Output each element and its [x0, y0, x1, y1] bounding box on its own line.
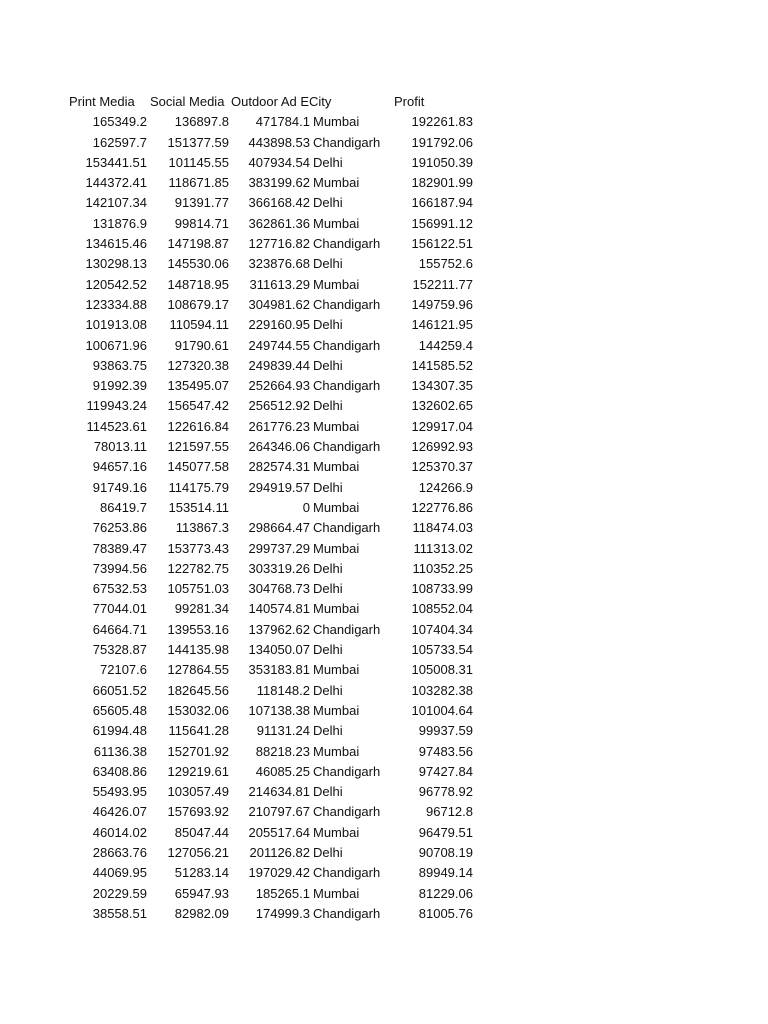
cell-outdoor-ad[interactable]: 46085.25 [255, 763, 310, 779]
cell-print-media[interactable]: 77044.01 [92, 601, 147, 617]
cell-profit[interactable]: 155752.6 [418, 256, 473, 272]
cell-outdoor-ad[interactable]: 443898.53 [248, 134, 310, 150]
cell-print-media[interactable]: 144372.41 [85, 175, 147, 191]
cell-print-media[interactable]: 63408.86 [92, 763, 147, 779]
cell-print-media[interactable]: 119943.24 [86, 398, 147, 414]
cell-outdoor-ad[interactable]: 261776.23 [248, 418, 310, 434]
cell-print-media[interactable]: 142107.34 [85, 195, 147, 211]
cell-print-media[interactable]: 61994.48 [92, 723, 147, 739]
cell-print-media[interactable]: 91749.16 [92, 479, 147, 495]
cell-city[interactable]: Delhi [313, 581, 343, 597]
cell-print-media[interactable]: 67532.53 [92, 581, 147, 597]
cell-outdoor-ad[interactable]: 185265.1 [255, 885, 310, 901]
cell-city[interactable]: Chandigarh [313, 134, 381, 150]
cell-city[interactable]: Chandigarh [313, 378, 381, 394]
cell-print-media[interactable]: 75328.87 [92, 642, 147, 658]
cell-social-media[interactable]: 145530.06 [167, 256, 229, 272]
cell-profit[interactable]: 108552.04 [411, 601, 473, 617]
cell-social-media[interactable]: 99814.71 [174, 215, 229, 231]
cell-profit[interactable]: 132602.65 [411, 398, 473, 414]
cell-social-media[interactable]: 121597.55 [167, 439, 229, 455]
cell-print-media[interactable]: 134615.46 [85, 236, 147, 252]
cell-city[interactable]: Delhi [313, 398, 343, 414]
cell-print-media[interactable]: 73994.56 [92, 560, 147, 576]
cell-profit[interactable]: 96479.51 [418, 824, 473, 840]
cell-print-media[interactable]: 78389.47 [92, 540, 147, 556]
cell-social-media[interactable]: 156547.42 [167, 398, 229, 414]
cell-print-media[interactable]: 123334.88 [85, 296, 147, 312]
cell-outdoor-ad[interactable]: 88218.23 [255, 743, 310, 759]
cell-social-media[interactable]: 135495.07 [167, 378, 229, 394]
cell-city[interactable]: Delhi [313, 844, 343, 860]
cell-print-media[interactable]: 65605.48 [92, 702, 147, 718]
cell-social-media[interactable]: 108679.17 [167, 296, 229, 312]
cell-outdoor-ad[interactable]: 252664.93 [248, 378, 310, 394]
cell-outdoor-ad[interactable]: 282574.31 [248, 459, 310, 475]
cell-print-media[interactable]: 46426.07 [92, 804, 147, 820]
cell-social-media[interactable]: 91790.61 [174, 337, 229, 353]
cell-social-media[interactable]: 182645.56 [167, 682, 229, 698]
cell-social-media[interactable]: 91391.77 [174, 195, 229, 211]
cell-city[interactable]: Delhi [313, 784, 343, 800]
cell-social-media[interactable]: 151377.59 [167, 134, 229, 150]
cell-outdoor-ad[interactable]: 174999.3 [255, 905, 310, 921]
cell-city[interactable]: Chandigarh [313, 804, 381, 820]
cell-outdoor-ad[interactable]: 304981.62 [248, 296, 310, 312]
cell-outdoor-ad[interactable]: 249839.44 [248, 357, 310, 373]
cell-print-media[interactable]: 44069.95 [92, 865, 147, 881]
cell-profit[interactable]: 144259.4 [418, 337, 473, 353]
cell-print-media[interactable]: 72107.6 [100, 662, 147, 678]
cell-print-media[interactable]: 131876.9 [92, 215, 147, 231]
cell-profit[interactable]: 141585.52 [411, 357, 473, 373]
cell-outdoor-ad[interactable]: 311613.29 [249, 276, 310, 292]
cell-outdoor-ad[interactable]: 229160.95 [248, 317, 310, 333]
cell-profit[interactable]: 166187.94 [411, 195, 473, 211]
cell-city[interactable]: Delhi [313, 479, 343, 495]
cell-print-media[interactable]: 153441.51 [85, 154, 147, 170]
cell-print-media[interactable]: 120542.52 [85, 276, 147, 292]
cell-social-media[interactable]: 152701.92 [167, 743, 229, 759]
header-outdoor-ad[interactable]: Outdoor Ad E [231, 94, 310, 109]
cell-social-media[interactable]: 118671.85 [168, 175, 229, 191]
cell-city[interactable]: Delhi [313, 357, 343, 373]
cell-city[interactable]: Mumbai [313, 824, 360, 840]
cell-city[interactable]: Mumbai [313, 175, 360, 191]
header-print-media[interactable]: Print Media [69, 94, 135, 109]
cell-profit[interactable]: 101004.64 [411, 702, 473, 718]
cell-profit[interactable]: 191792.06 [411, 134, 473, 150]
cell-outdoor-ad[interactable]: 210797.67 [248, 804, 310, 820]
cell-outdoor-ad[interactable]: 323876.68 [248, 256, 310, 272]
cell-profit[interactable]: 89949.14 [418, 865, 473, 881]
cell-city[interactable]: Chandigarh [313, 236, 381, 252]
cell-city[interactable]: Chandigarh [313, 621, 381, 637]
cell-outdoor-ad[interactable]: 407934.54 [248, 154, 310, 170]
cell-print-media[interactable]: 78013.11 [93, 439, 147, 455]
cell-profit[interactable]: 192261.83 [411, 114, 473, 130]
cell-profit[interactable]: 90708.19 [418, 844, 473, 860]
cell-city[interactable]: Delhi [313, 256, 343, 272]
cell-city[interactable]: Mumbai [313, 418, 360, 434]
cell-outdoor-ad[interactable]: 249744.55 [248, 337, 310, 353]
cell-social-media[interactable]: 82982.09 [174, 905, 229, 921]
cell-social-media[interactable]: 153032.06 [167, 702, 229, 718]
cell-social-media[interactable]: 129219.61 [167, 763, 229, 779]
cell-city[interactable]: Mumbai [313, 499, 360, 515]
cell-outdoor-ad[interactable]: 137962.62 [248, 621, 310, 637]
cell-city[interactable]: Delhi [313, 560, 343, 576]
cell-print-media[interactable]: 76253.86 [92, 520, 147, 536]
cell-print-media[interactable]: 94657.16 [92, 459, 147, 475]
cell-profit[interactable]: 96778.92 [418, 784, 473, 800]
cell-outdoor-ad[interactable]: 127716.82 [248, 236, 310, 252]
cell-outdoor-ad[interactable]: 471784.1 [255, 114, 310, 130]
cell-social-media[interactable]: 136897.8 [174, 114, 229, 130]
cell-social-media[interactable]: 122616.84 [167, 418, 229, 434]
cell-social-media[interactable]: 85047.44 [174, 824, 229, 840]
cell-outdoor-ad[interactable]: 298664.47 [248, 520, 310, 536]
cell-city[interactable]: Mumbai [313, 601, 360, 617]
cell-social-media[interactable]: 139553.16 [167, 621, 229, 637]
cell-print-media[interactable]: 101913.08 [85, 317, 147, 333]
header-city[interactable]: City [309, 94, 332, 109]
cell-outdoor-ad[interactable]: 118148.2 [256, 682, 310, 698]
cell-profit[interactable]: 99937.59 [418, 723, 473, 739]
cell-social-media[interactable]: 101145.55 [168, 154, 229, 170]
header-profit[interactable]: Profit [394, 94, 425, 109]
cell-profit[interactable]: 96712.8 [426, 804, 473, 820]
cell-outdoor-ad[interactable]: 303319.26 [248, 560, 310, 576]
cell-profit[interactable]: 111313.02 [413, 540, 473, 556]
cell-social-media[interactable]: 51283.14 [174, 865, 229, 881]
cell-social-media[interactable]: 153514.11 [168, 499, 229, 515]
cell-print-media[interactable]: 66051.52 [92, 682, 147, 698]
cell-outdoor-ad[interactable]: 197029.42 [248, 865, 310, 881]
cell-city[interactable]: Mumbai [313, 540, 360, 556]
cell-outdoor-ad[interactable]: 353183.81 [248, 662, 310, 678]
cell-social-media[interactable]: 145077.58 [167, 459, 229, 475]
cell-outdoor-ad[interactable]: 264346.06 [248, 439, 310, 455]
cell-print-media[interactable]: 61136.38 [93, 743, 147, 759]
cell-social-media[interactable]: 110594.11 [169, 317, 229, 333]
cell-print-media[interactable]: 55493.95 [92, 784, 147, 800]
cell-outdoor-ad[interactable]: 299737.29 [248, 540, 310, 556]
cell-social-media[interactable]: 122782.75 [167, 560, 229, 576]
cell-social-media[interactable]: 127056.21 [167, 844, 229, 860]
cell-profit[interactable]: 125370.37 [411, 459, 473, 475]
cell-outdoor-ad[interactable]: 383199.62 [248, 175, 310, 191]
cell-social-media[interactable]: 99281.34 [174, 601, 229, 617]
header-social-media[interactable]: Social Media [150, 94, 225, 109]
cell-social-media[interactable]: 65947.93 [174, 885, 229, 901]
cell-profit[interactable]: 81005.76 [418, 905, 473, 921]
cell-outdoor-ad[interactable]: 107138.38 [248, 702, 310, 718]
cell-city[interactable]: Mumbai [313, 885, 360, 901]
cell-outdoor-ad[interactable]: 294919.57 [248, 479, 310, 495]
cell-profit[interactable]: 129917.04 [411, 418, 473, 434]
cell-city[interactable]: Chandigarh [313, 439, 381, 455]
cell-print-media[interactable]: 28663.76 [92, 844, 147, 860]
cell-print-media[interactable]: 93863.75 [92, 357, 147, 373]
cell-profit[interactable]: 97427.84 [418, 763, 473, 779]
cell-print-media[interactable]: 165349.2 [92, 114, 147, 130]
cell-city[interactable]: Delhi [313, 317, 343, 333]
cell-city[interactable]: Mumbai [313, 743, 360, 759]
cell-profit[interactable]: 182901.99 [411, 175, 473, 191]
cell-print-media[interactable]: 38558.51 [92, 905, 147, 921]
cell-city[interactable]: Delhi [313, 682, 343, 698]
cell-social-media[interactable]: 103057.49 [167, 784, 229, 800]
cell-profit[interactable]: 149759.96 [411, 296, 473, 312]
cell-outdoor-ad[interactable]: 214634.81 [248, 784, 310, 800]
cell-city[interactable]: Mumbai [313, 662, 360, 678]
cell-print-media[interactable]: 20229.59 [92, 885, 147, 901]
cell-outdoor-ad[interactable]: 304768.73 [248, 581, 310, 597]
cell-profit[interactable]: 105733.54 [411, 642, 473, 658]
cell-profit[interactable]: 105008.31 [411, 662, 473, 678]
cell-city[interactable]: Delhi [313, 195, 343, 211]
cell-city[interactable]: Chandigarh [313, 905, 381, 921]
cell-print-media[interactable]: 114523.61 [86, 418, 147, 434]
cell-outdoor-ad[interactable]: 140574.81 [248, 601, 310, 617]
cell-profit[interactable]: 97483.56 [418, 743, 473, 759]
cell-city[interactable]: Mumbai [313, 459, 360, 475]
cell-social-media[interactable]: 153773.43 [167, 540, 229, 556]
cell-outdoor-ad[interactable]: 91131.24 [256, 723, 310, 739]
cell-city[interactable]: Mumbai [313, 114, 360, 130]
cell-profit[interactable]: 156122.51 [411, 236, 473, 252]
cell-profit[interactable]: 134307.35 [411, 378, 473, 394]
cell-profit[interactable]: 191050.39 [411, 154, 473, 170]
cell-city[interactable]: Chandigarh [313, 865, 381, 881]
cell-social-media[interactable]: 148718.95 [167, 276, 229, 292]
cell-profit[interactable]: 110352.25 [412, 560, 473, 576]
cell-social-media[interactable]: 127320.38 [167, 357, 229, 373]
cell-city[interactable]: Chandigarh [313, 520, 381, 536]
cell-social-media[interactable]: 115641.28 [168, 723, 229, 739]
cell-profit[interactable]: 124266.9 [418, 479, 473, 495]
cell-profit[interactable]: 146121.95 [411, 317, 473, 333]
cell-profit[interactable]: 156991.12 [411, 215, 473, 231]
cell-print-media[interactable]: 46014.02 [92, 824, 147, 840]
cell-profit[interactable]: 103282.38 [411, 682, 473, 698]
cell-city[interactable]: Delhi [313, 154, 343, 170]
cell-print-media[interactable]: 86419.7 [100, 499, 147, 515]
cell-profit[interactable]: 108733.99 [411, 581, 473, 597]
cell-social-media[interactable]: 114175.79 [168, 479, 229, 495]
cell-social-media[interactable]: 147198.87 [167, 236, 229, 252]
cell-profit[interactable]: 126992.93 [411, 439, 473, 455]
cell-profit[interactable]: 122776.86 [411, 499, 473, 515]
cell-city[interactable]: Mumbai [313, 276, 360, 292]
cell-profit[interactable]: 81229.06 [418, 885, 473, 901]
cell-city[interactable]: Chandigarh [313, 337, 381, 353]
cell-profit[interactable]: 152211.77 [412, 276, 473, 292]
cell-profit[interactable]: 107404.34 [411, 621, 473, 637]
cell-social-media[interactable]: 127864.55 [167, 662, 229, 678]
cell-city[interactable]: Mumbai [313, 702, 360, 718]
cell-print-media[interactable]: 130298.13 [85, 256, 147, 272]
cell-print-media[interactable]: 64664.71 [92, 621, 147, 637]
cell-city[interactable]: Delhi [313, 723, 343, 739]
cell-outdoor-ad[interactable]: 366168.42 [248, 195, 310, 211]
cell-outdoor-ad[interactable]: 362861.36 [248, 215, 310, 231]
cell-outdoor-ad[interactable]: 205517.64 [248, 824, 310, 840]
cell-outdoor-ad[interactable]: 0 [302, 499, 310, 515]
cell-outdoor-ad[interactable]: 256512.92 [248, 398, 310, 414]
cell-social-media[interactable]: 105751.03 [167, 581, 229, 597]
cell-city[interactable]: Mumbai [313, 215, 360, 231]
cell-city[interactable]: Chandigarh [313, 763, 381, 779]
cell-profit[interactable]: 118474.03 [412, 520, 473, 536]
cell-outdoor-ad[interactable]: 201126.82 [249, 844, 310, 860]
cell-social-media[interactable]: 144135.98 [167, 642, 229, 658]
cell-social-media[interactable]: 157693.92 [167, 804, 229, 820]
cell-print-media[interactable]: 162597.7 [92, 134, 147, 150]
cell-print-media[interactable]: 100671.96 [85, 337, 147, 353]
cell-outdoor-ad[interactable]: 134050.07 [248, 642, 310, 658]
cell-social-media[interactable]: 113867.3 [175, 520, 229, 536]
cell-city[interactable]: Chandigarh [313, 296, 381, 312]
cell-city[interactable]: Delhi [313, 642, 343, 658]
cell-print-media[interactable]: 91992.39 [92, 378, 147, 394]
